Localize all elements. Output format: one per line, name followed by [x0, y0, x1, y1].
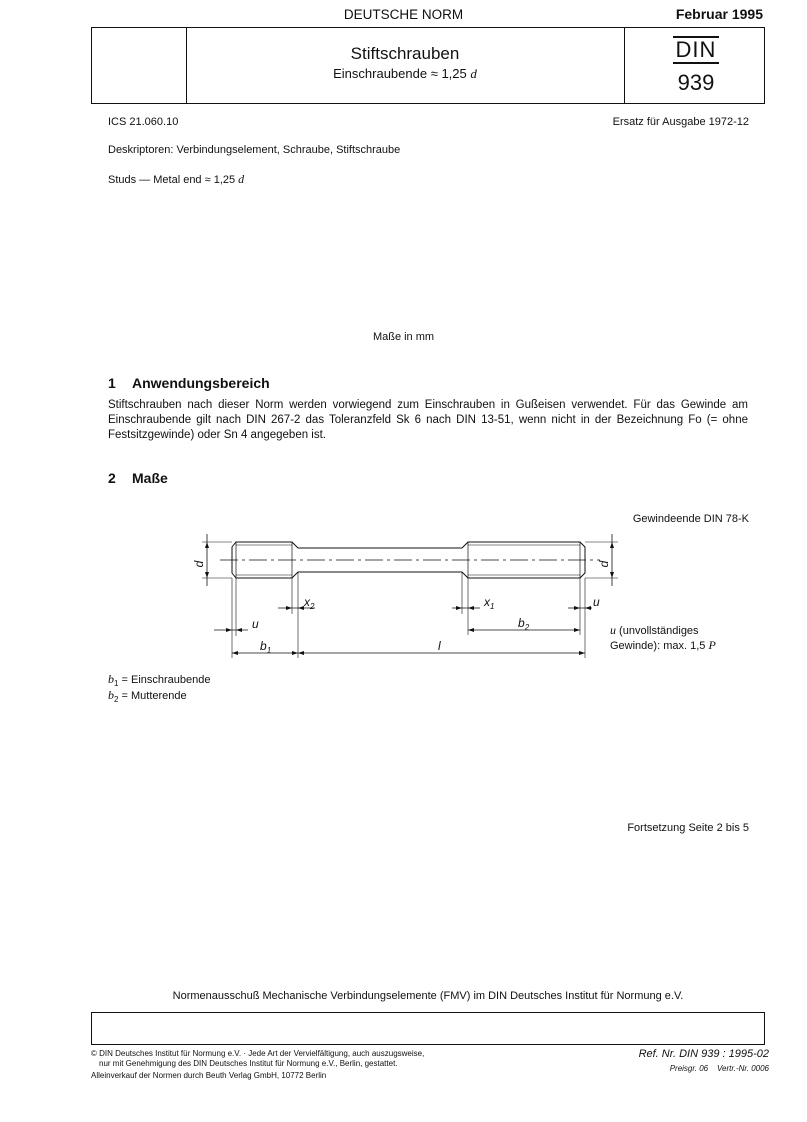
legend-b1-var: b	[108, 672, 114, 686]
section-2-number: 2	[108, 470, 116, 486]
footer-top-rule	[91, 1012, 765, 1013]
page-title: Stiftschrauben	[350, 44, 460, 63]
thread-end-note: Gewindeende DIN 78-K	[632, 513, 749, 525]
u-note-var: u	[610, 623, 616, 637]
label-u-left: u	[252, 617, 259, 631]
header-divider-right	[624, 27, 625, 104]
u-note-line1: (unvollständiges	[616, 625, 699, 637]
norm-type: DEUTSCHE NORM	[343, 7, 464, 22]
label-x2: $x_2$	[304, 595, 315, 611]
footer-bottom-rule	[91, 1044, 765, 1045]
header-top-rule	[91, 27, 765, 28]
legend-b1-sub: 1	[114, 679, 119, 689]
reference-number: Ref. Nr. DIN 939 : 1995-02	[638, 1048, 769, 1060]
legend-b1-text: = Einschraubende	[118, 674, 211, 686]
english-title	[108, 172, 244, 187]
legend-b2-text: = Mutterende	[118, 690, 187, 702]
label-d-left: d	[192, 560, 206, 568]
label-u-right: u	[593, 595, 600, 609]
legend-b2-sub: 2	[114, 695, 119, 705]
u-note-line2: Gewinde): max. 1,5	[610, 640, 706, 652]
header-bottom-rule	[91, 103, 765, 104]
u-note	[610, 623, 716, 653]
din-number: 939	[677, 70, 715, 95]
descriptors: Deskriptoren: Verbindungselement, Schraube, Stiftschraube	[108, 144, 401, 156]
page-subtitle	[186, 66, 624, 82]
legend-b2-var: b	[108, 688, 114, 702]
publication-date: Februar 1995	[675, 6, 763, 22]
label-b2: $b_2$	[518, 616, 530, 632]
u-note-var2: P	[708, 638, 716, 652]
copyright-line1: © DIN Deutsches Institut für Normung e.V. · Jede Art der Vervielfältigung, auch auszugsweise,	[91, 1049, 425, 1058]
label-x1: $x_1$	[484, 595, 495, 611]
section-1-text: Stiftschrauben nach dieser Norm werden vorwiegend zum Einschrauben in Gußeisen verwendet. Für das Gewinde am Einschraubende gilt nach DIN 267-2 das Toleranzfeld Sk 6 nach DIN 13-51, wenn nicht in der Bezeichnung Fo (= ohne Festsitzgewinde) oder Sn 4 angegeben ist.	[108, 399, 748, 441]
sales-number: Vertr.-Nr. 0006	[716, 1064, 769, 1073]
section-2-heading	[108, 470, 168, 486]
units-note: Maße in mm	[372, 331, 435, 343]
section-1-heading	[108, 375, 270, 391]
committee-line: Normenausschuß Mechanische Verbindungselemente (FMV) im DIN Deutsches Institut für Normung e.V.	[172, 990, 684, 1002]
price-info	[670, 1064, 769, 1074]
subtitle-text: Einschraubende ≈ 1,25	[333, 66, 467, 81]
din-logo	[636, 36, 756, 64]
continuation-note: Fortsetzung Seite 2 bis 5	[627, 822, 749, 834]
section-1-number: 1	[108, 375, 116, 391]
header-left-border	[91, 27, 92, 104]
din-label: DIN	[673, 36, 720, 64]
legend-b2	[108, 688, 187, 704]
price-group: Preisgr. 06	[669, 1064, 709, 1073]
stud-drawing	[180, 520, 640, 665]
sales-note: Alleinverkauf der Normen durch Beuth Verlag GmbH, 10772 Berlin	[91, 1071, 327, 1080]
label-d-right: d	[597, 560, 611, 568]
section-2-title: Maße	[132, 470, 168, 486]
section-1-title: Anwendungsbereich	[132, 375, 270, 391]
english-title-variable: d	[238, 172, 245, 186]
replacement-note: Ersatz für Ausgabe 1972-12	[612, 116, 749, 128]
ics-code: ICS 21.060.10	[108, 116, 179, 128]
label-b1: $b_1$	[260, 639, 272, 655]
english-title-text: Studs — Metal end ≈ 1,25	[108, 174, 236, 186]
label-l: l	[438, 639, 441, 653]
legend-b1	[108, 672, 211, 688]
footer-right-border	[764, 1012, 765, 1045]
copyright-line2: nur mit Genehmigung des DIN Deutsches Institut für Normung e.V., Berlin, gestattet.	[99, 1059, 398, 1068]
header-right-border	[764, 27, 765, 104]
subtitle-variable: d	[470, 66, 477, 81]
footer-left-border	[91, 1012, 92, 1045]
